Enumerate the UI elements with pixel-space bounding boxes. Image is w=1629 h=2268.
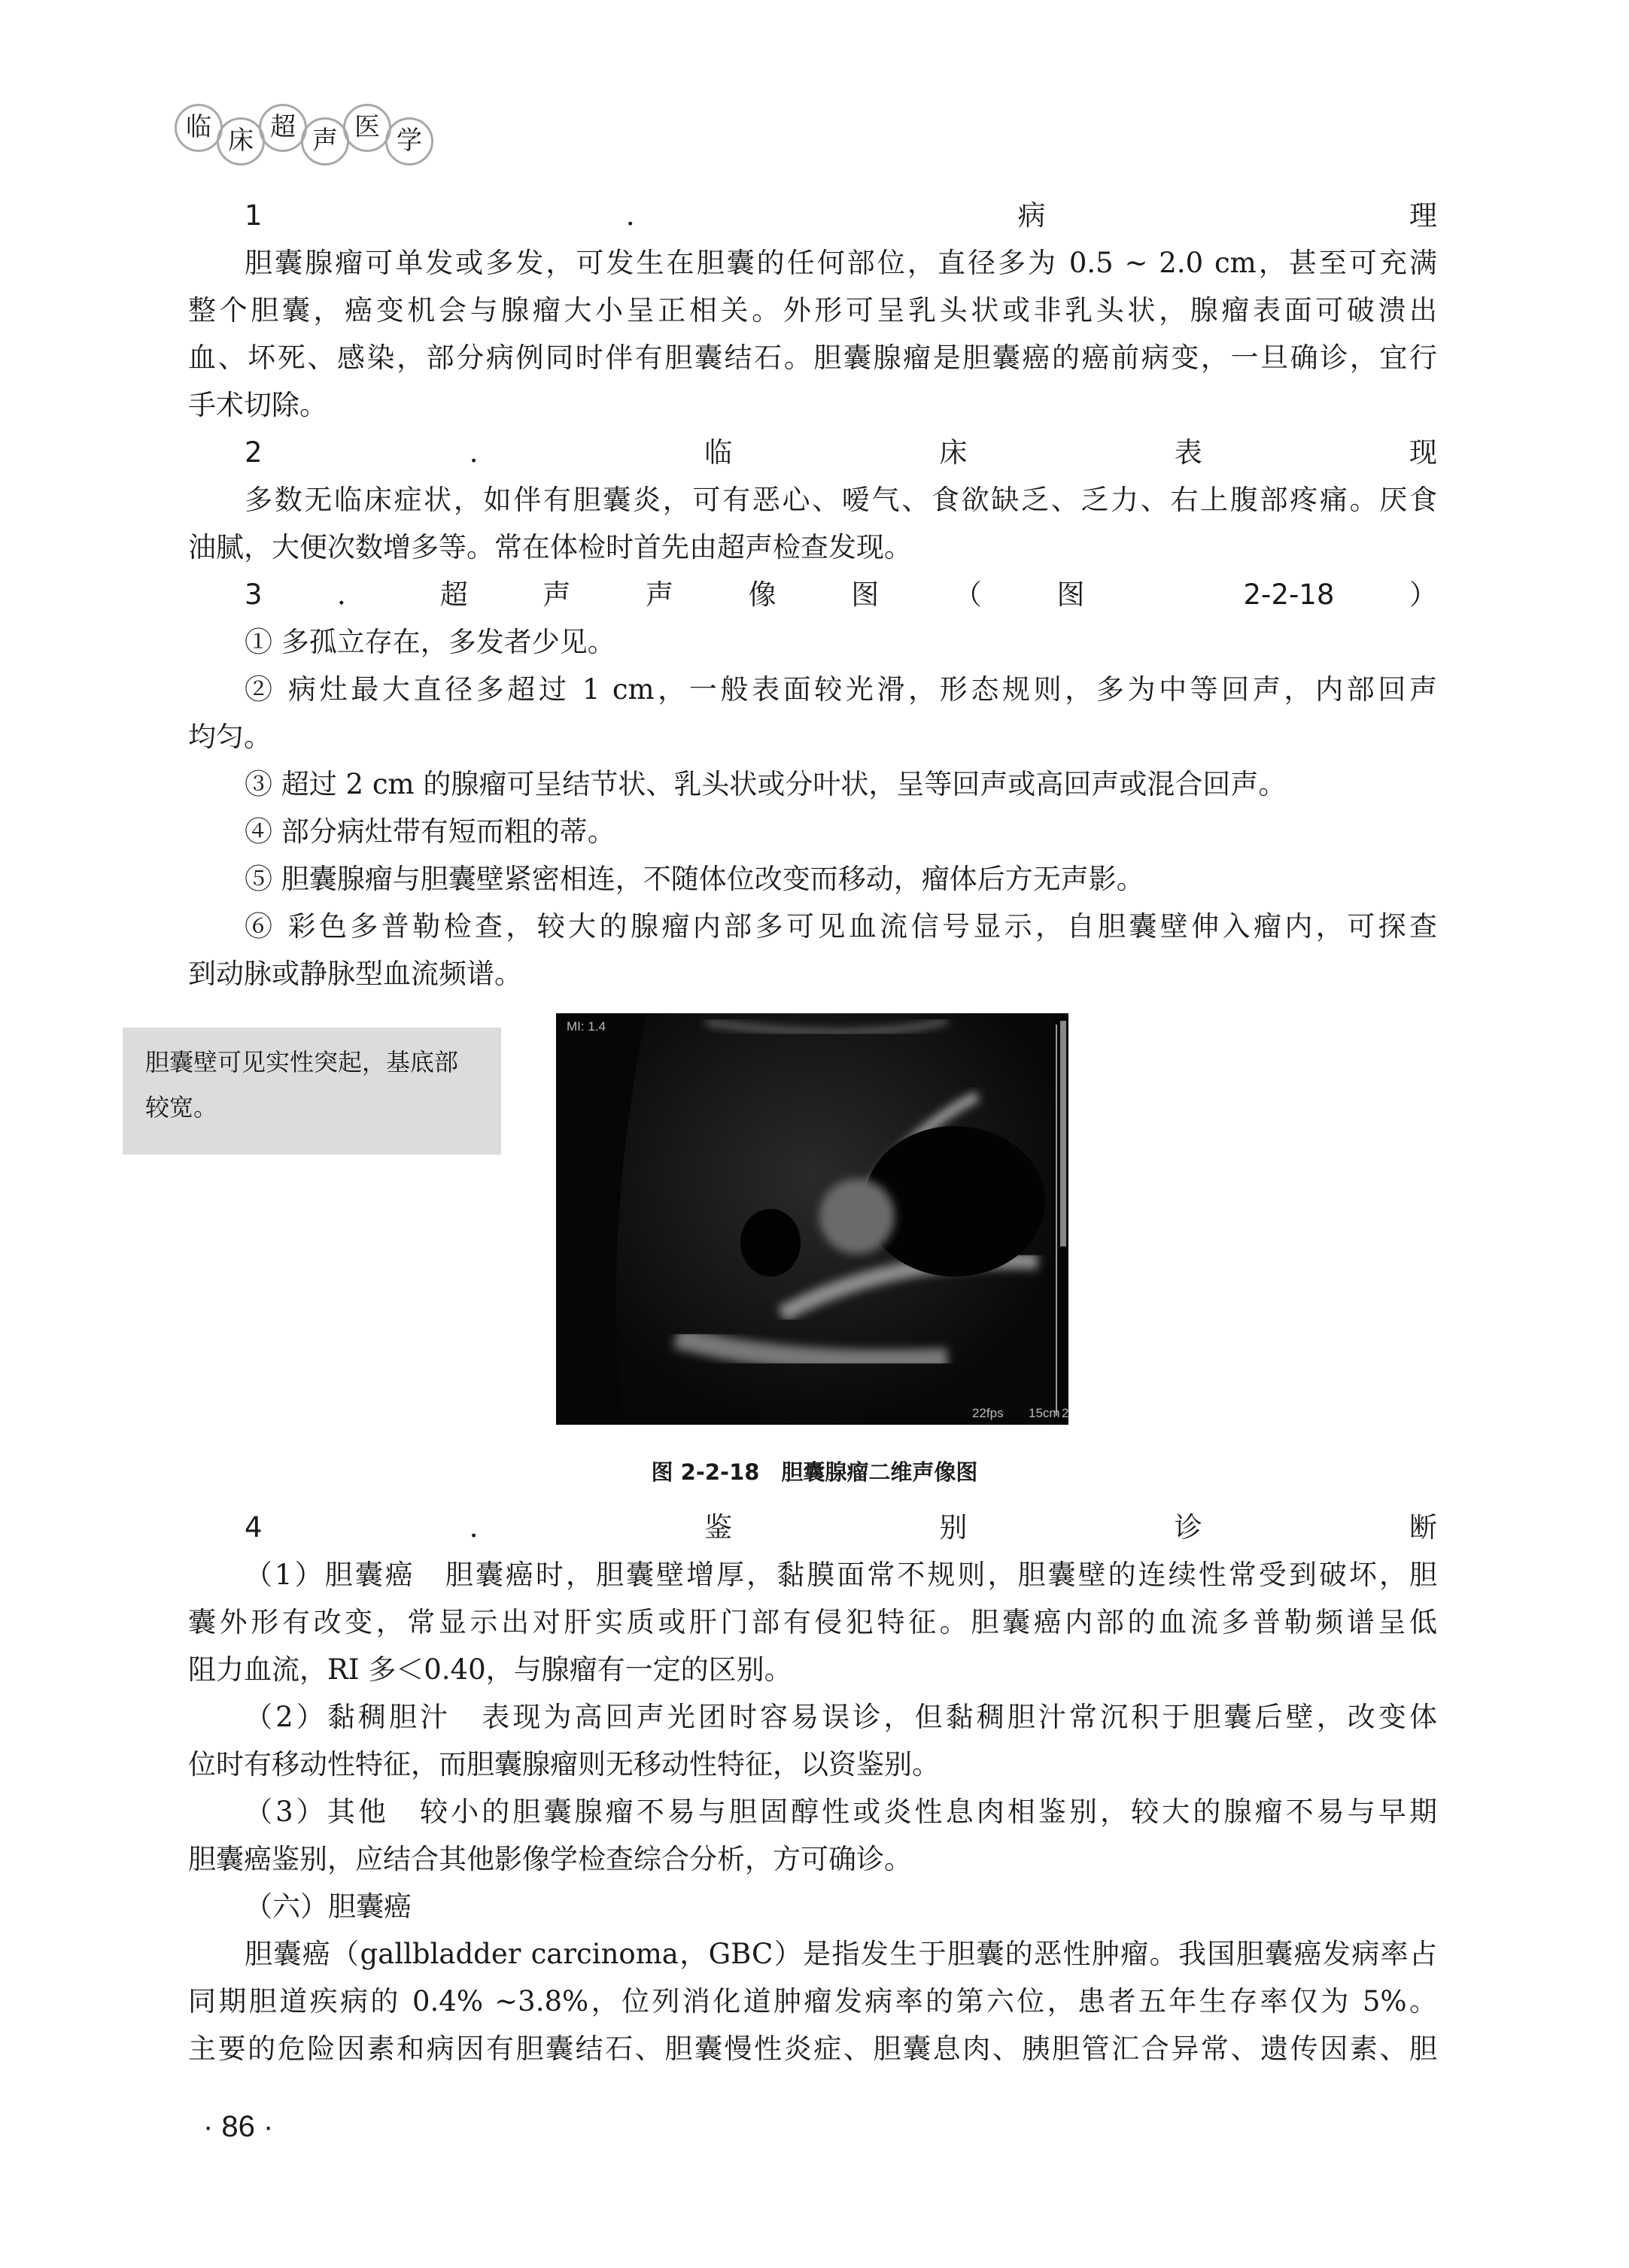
text-line: ⑥ 彩色多普勒检查，较大的腺瘤内部多可见血流信号显示，自胆囊壁伸入瘤内，可探查 <box>245 910 1437 943</box>
zoom-readout: 2 <box>1062 1406 1068 1420</box>
text-line: 手术切除。 <box>188 389 327 421</box>
section-heading: 2．临床表现 <box>245 436 1437 469</box>
section-heading: 4．鉴别诊断 <box>245 1511 1437 1544</box>
section-heading: 1．病理 <box>245 199 1437 232</box>
depth-readout: 15cm <box>1029 1406 1060 1420</box>
text-line: ① 多孤立存在，多发者少见。 <box>245 626 615 658</box>
text-line: 血、坏死、感染，部分病例同时伴有胆囊结石。胆囊腺瘤是胆囊癌的癌前病变，一旦确诊，宜行 <box>188 342 1437 374</box>
text-line: （2）黏稠胆汁 表现为高回声光团时容易误诊，但黏稠胆汁常沉积于胆囊后壁，改变体 <box>245 1701 1437 1733</box>
text-line: 整个胆囊，癌变机会与腺瘤大小呈正相关。外形可呈乳头状或非乳头状，腺瘤表面可破溃出 <box>188 294 1437 326</box>
figure-caption: 图 2-2-18 胆囊腺瘤二维声像图 <box>651 1459 978 1485</box>
text-line: 囊外形有改变，常显示出对肝实质或肝门部有侵犯特征。胆囊癌内部的血流多普勒频谱呈低 <box>188 1606 1437 1638</box>
body-text-top <box>188 192 1437 997</box>
header-char-circle: 超 <box>259 104 307 152</box>
section-heading: 3．超声声像图（图 2-2-18） <box>245 578 1437 611</box>
text-line: 油腻，大便次数增多等。常在体检时首先由超声检查发现。 <box>188 531 912 563</box>
text-line: ② 病灶最大直径多超过 1 cm，一般表面较光滑，形态规则，多为中等回声，内部回声 <box>245 673 1437 706</box>
text-line: 均匀。 <box>188 721 272 753</box>
sidebar-note: 胆囊壁可见实性突起，基底部较宽。 <box>123 1028 501 1155</box>
text-line: 胆囊癌鉴别，应结合其他影像学检查综合分析，方可确诊。 <box>188 1843 912 1875</box>
text-line: 同期胆道疾病的 0.4% ~3.8%，位列消化道肿瘤发病率的第六位，患者五年生存率仅为 5%。 <box>188 1985 1437 2018</box>
text-line: （1）胆囊癌 胆囊癌时，胆囊壁增厚，黏膜面常不规则，胆囊壁的连续性常受到破坏，胆 <box>245 1559 1437 1591</box>
text-line: 阻力血流，RI 多＜0.40，与腺瘤有一定的区别。 <box>188 1653 792 1686</box>
header-char-circle: 声 <box>301 117 349 165</box>
mi-readout: MI: 1.4 <box>567 1019 606 1034</box>
text-line: 位时有移动性特征，而胆囊腺瘤则无移动性特征，以资鉴别。 <box>188 1748 940 1781</box>
text-line: ③ 超过 2 cm 的腺瘤可呈结节状、乳头状或分叶状，呈等回声或高回声或混合回声。 <box>245 768 1287 800</box>
text-line: ⑤ 胆囊腺瘤与胆囊壁紧密相连，不随体位改变而移动，瘤体后方无声影。 <box>245 863 1144 895</box>
header-char-circle: 床 <box>217 117 265 165</box>
body-text-bottom <box>188 1504 1437 2072</box>
ultrasound-figure <box>556 1013 1068 1425</box>
ultrasound-image <box>556 1013 1068 1425</box>
text-line: ④ 部分病灶带有短而粗的蒂。 <box>245 815 615 848</box>
section-heading: （六）胆囊癌 <box>245 1890 412 1923</box>
text-line: 多数无临床症状，如伴有胆囊炎，可有恶心、嗳气、食欲缺乏、乏力、右上腹部疼痛。厌食 <box>245 484 1437 516</box>
text-line: （3）其他 较小的胆囊腺瘤不易与胆固醇性或炎性息肉相鉴别，较大的腺瘤不易与早期 <box>245 1796 1437 1828</box>
text-line: 主要的危险因素和病因有胆囊结石、胆囊慢性炎症、胆囊息肉、胰胆管汇合异常、遗传因素、胆 <box>188 2033 1437 2065</box>
header-char-circle: 临 <box>175 104 223 152</box>
text-line: 胆囊癌（gallbladder carcinoma，GBC）是指发生于胆囊的恶性肿瘤。我国胆囊癌发病率占 <box>245 1938 1437 1970</box>
fps-readout: 22fps <box>972 1406 1004 1420</box>
text-line: 胆囊腺瘤可单发或多发，可发生在胆囊的任何部位，直径多为 0.5 ~ 2.0 cm，甚至可充满 <box>245 247 1437 279</box>
page-number: · 86 · <box>203 2110 274 2143</box>
header-char-circle: 医 <box>343 104 391 152</box>
header-char-circle: 学 <box>385 117 433 165</box>
text-line: 到动脉或静脉型血流频谱。 <box>188 958 522 990</box>
